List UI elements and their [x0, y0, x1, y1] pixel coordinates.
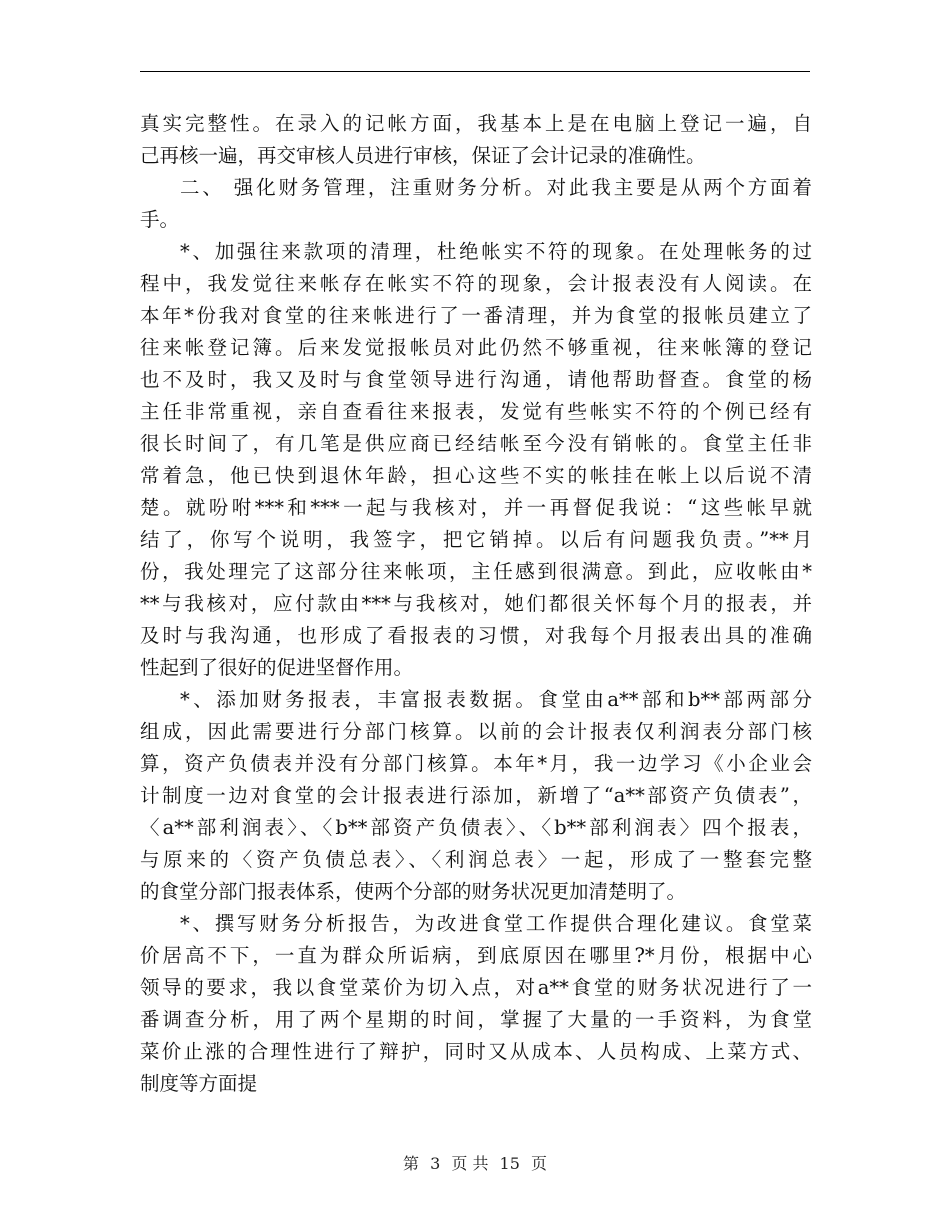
text-line: 二、 强化财务管理，注重财务分析。对此我主要是从两个方面着 — [180, 176, 812, 199]
text-line: 价居高不下，一直为群众所诟病，到底原因在哪里?*月份，根据中心 — [140, 944, 812, 967]
text-line: 份，我处理完了这部分往来帐项，主任感到很满意。到此，应收帐由* — [140, 560, 812, 583]
text-line: 己再核一遍，再交审核人员进行审核，保证了会计记录的准确性。 — [140, 144, 706, 167]
text-line: *、添加财务报表，丰富报表数据。食堂由a**部和b**部两部分 — [180, 688, 812, 711]
text-line: 性起到了很好的促进坚督作用。 — [140, 656, 414, 679]
text-line: 制度等方面提 — [140, 1072, 258, 1095]
page-footer — [0, 1153, 950, 1175]
text-line: 本年*份我对食堂的往来帐进行了一番清理，并为食堂的报帐员建立了 — [140, 304, 812, 327]
text-line: 楚。就吩咐***和***一起与我核对，并一再督促我说：“这些帐早就 — [140, 496, 812, 519]
text-line: 与原来的〈资产负债总表〉、〈利润总表〉一起，形成了一整套完整 — [140, 848, 812, 871]
text-line: 往来帐登记簿。后来发觉报帐员对此仍然不够重视，往来帐簿的登记 — [140, 336, 812, 359]
text-line: 真实完整性。在录入的记帐方面，我基本上是在电脑上登记一遍，自 — [140, 112, 812, 135]
text-line: 结了，你写个说明，我签字，把它销掉。以后有问题我负责。”**月 — [140, 528, 812, 551]
text-line: 算，资产负债表并没有分部门核算。本年*月，我一边学习《小企业会 — [140, 752, 812, 775]
text-line: *、撰写财务分析报告，为改进食堂工作提供合理化建议。食堂菜 — [180, 912, 812, 935]
text-line: 程中，我发觉往来帐存在帐实不符的现象，会计报表没有人阅读。在 — [140, 272, 812, 295]
footer-suffix: 页 — [531, 1154, 548, 1173]
text-line: 很长时间了，有几笔是供应商已经结帐至今没有销帐的。食堂主任非 — [140, 432, 812, 455]
footer-page-number: 3 — [430, 1154, 441, 1173]
text-line: 主任非常重视，亲自查看往来报表，发觉有些帐实不符的个例已经有 — [140, 400, 812, 423]
text-line: 领导的要求，我以食堂菜价为切入点，对a**食堂的财务状况进行了一 — [140, 976, 812, 999]
text-line: 菜价止涨的合理性进行了辩护，同时又从成本、人员构成、上菜方式、 — [140, 1040, 812, 1063]
text-line: 番调查分析，用了两个星期的时间，掌握了大量的一手资料，为食堂 — [140, 1008, 812, 1031]
text-line: 手。 — [140, 208, 180, 231]
text-line: 组成，因此需要进行分部门核算。以前的会计报表仅利润表分部门核 — [140, 720, 812, 743]
document-body — [140, 108, 812, 1100]
text-line: 也不及时，我又及时与食堂领导进行沟通，请他帮助督查。食堂的杨 — [140, 368, 812, 391]
header-rule — [140, 71, 810, 72]
text-line: 的食堂分部门报表体系，使两个分部的财务状况更加清楚明了。 — [140, 880, 687, 903]
text-line: **与我核对，应付款由***与我核对，她们都很关怀每个月的报表，并 — [140, 592, 812, 615]
text-line: 及时与我沟通，也形成了看报表的习惯，对我每个月报表出具的准确 — [140, 624, 812, 647]
footer-prefix: 第 — [402, 1154, 419, 1173]
text-line: 计制度一边对食堂的会计报表进行添加，新增了“a**部资产负债表”， — [140, 784, 812, 807]
text-line: 〈a**部利润表〉、〈b**部资产负债表〉、〈b**部利润表〉四个报表， — [140, 816, 812, 839]
text-line: 常着急，他已快到退休年龄，担心这些不实的帐挂在帐上以后说不清 — [140, 464, 812, 487]
footer-mid: 页 共 — [451, 1154, 489, 1173]
footer-total-pages: 15 — [499, 1154, 520, 1173]
text-line: *、加强往来款项的清理，杜绝帐实不符的现象。在处理帐务的过 — [180, 240, 812, 263]
